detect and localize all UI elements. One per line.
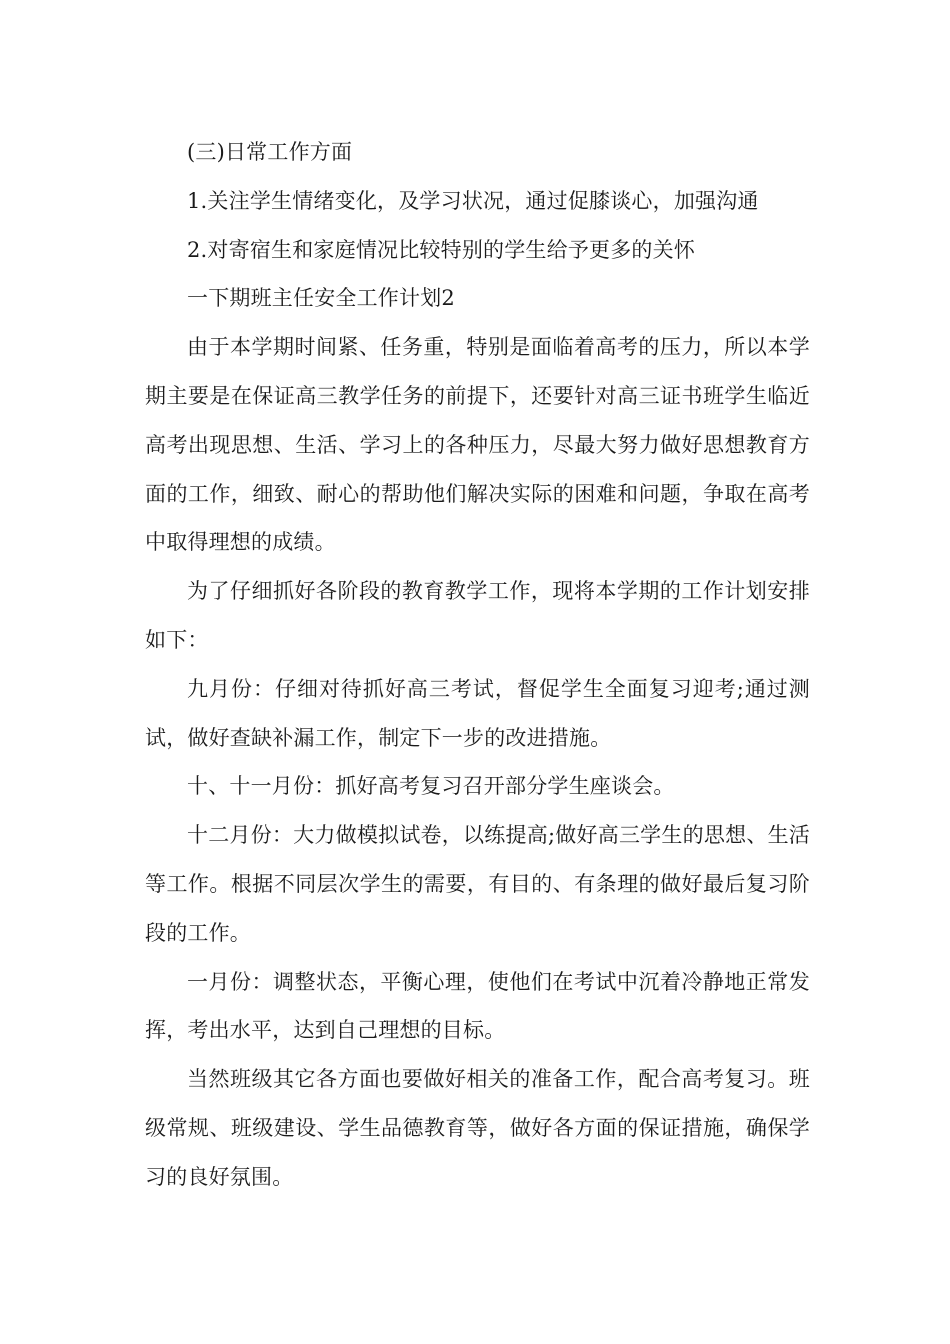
- paragraph-daily-work-heading: (三)日常工作方面: [187, 140, 353, 164]
- paragraph-december: 十二月份：大力做模拟试卷，以练提高;做好高三学生的思想、生活等工作。根据不同层次学生的需要，有目的、有条理的做好最后复习阶段的工作。: [145, 823, 810, 945]
- paragraph-january: 一月份：调整状态，平衡心理，使他们在考试中沉着冷静地正常发挥，考出水平，达到自己理想的目标。: [145, 969, 810, 1043]
- document-body: [145, 128, 810, 1202]
- paragraph-october-november: 十、十一月份：抓好高考复习召开部分学生座谈会。: [187, 774, 675, 799]
- paragraph-item-2: 2.对寄宿生和家庭情况比较特别的学生给予更多的关怀: [187, 237, 696, 262]
- paragraph-item-1: 1.关注学生情绪变化，及学习状况，通过促膝谈心，加强沟通: [187, 188, 759, 213]
- paragraph-intro: 由于本学期时间紧、任务重，特别是面临着高考的压力，所以本学期主要是在保证高三教学任务的前提下，还要针对高三证书班学生临近高考出现思想、生活、学习上的各种压力，尽最大努力做好思想教育方面的工作，细致、耐心的帮助他们解决实际的困难和问题，争取在高考中取得理想的成绩。: [145, 335, 810, 555]
- paragraph-plan-title: 一下期班主任安全工作计划2: [187, 286, 455, 311]
- paragraph-arrangement: 为了仔细抓好各阶段的教育教学工作，现将本学期的工作计划安排如下：: [145, 579, 810, 652]
- paragraph-september: 九月份：仔细对待抓好高三考试，督促学生全面复习迎考;通过测试，做好查缺补漏工作，制定下一步的改进措施。: [145, 676, 810, 750]
- paragraph-conclusion: 当然班级其它各方面也要做好相关的准备工作，配合高考复习。班级常规、班级建设、学生品德教育等，做好各方面的保证措施，确保学习的良好氛围。: [145, 1067, 810, 1189]
